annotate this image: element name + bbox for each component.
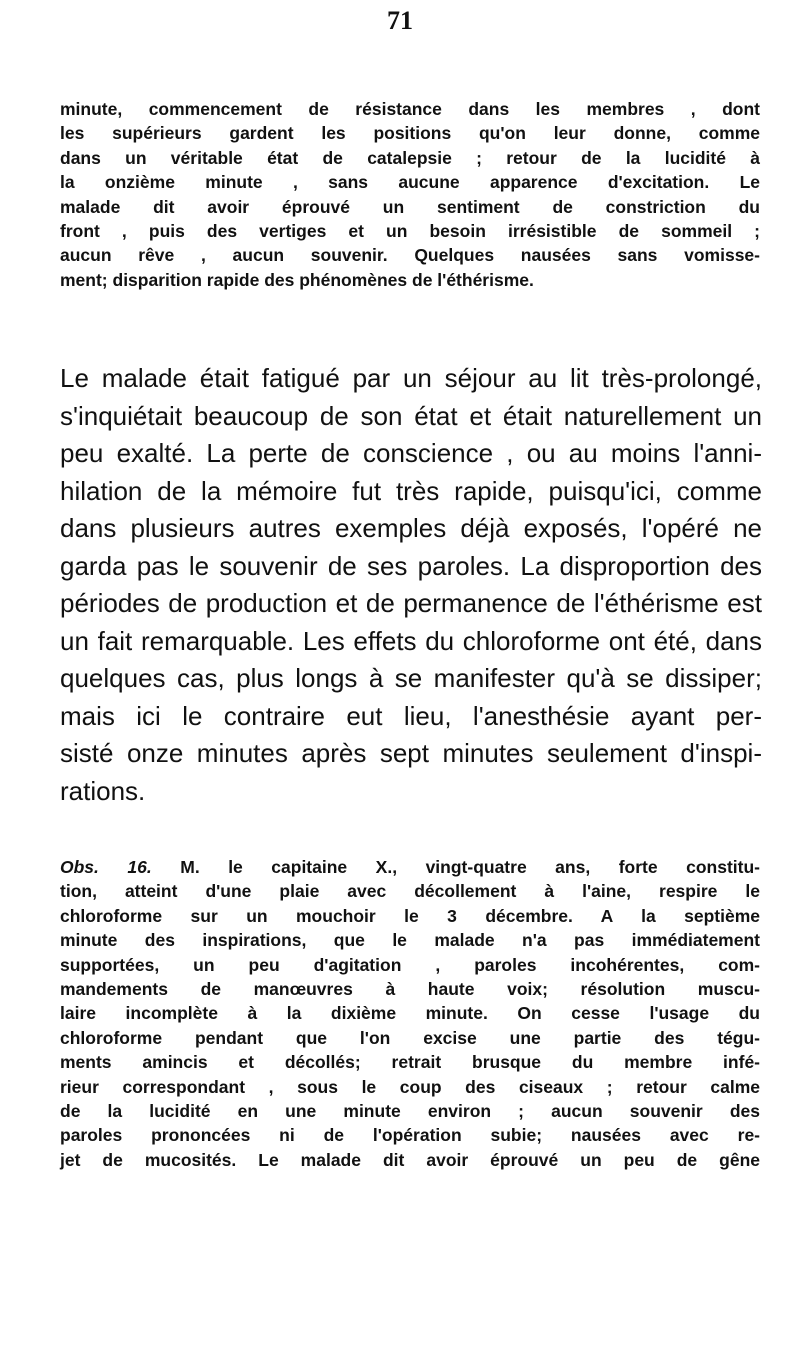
paragraph-commentary bbox=[60, 360, 762, 810]
text-line: les supérieurs gardent les positions qu'on leur donne, comme bbox=[60, 123, 760, 144]
text-line: minute des inspirations, que le malade n'a pas immédiatement bbox=[60, 930, 760, 951]
text-line: Le malade était fatigué par un séjour au lit très-prolongé, bbox=[60, 363, 762, 393]
paragraph-observation bbox=[60, 855, 760, 1172]
observation-label: Obs. 16. bbox=[60, 857, 152, 877]
paragraph-continuation bbox=[60, 97, 760, 292]
text-line: chloroforme pendant que l'on excise une partie des tégu- bbox=[60, 1027, 760, 1048]
text-line: mandements de manœuvres à haute voix; résolution muscu- bbox=[60, 979, 760, 1000]
text-line: un fait remarquable. Les effets du chloroforme ont été, dans bbox=[60, 625, 762, 656]
text-line: peu exalté. La perte de conscience , ou au moins l'anni- bbox=[60, 438, 762, 468]
text-line: s'inquiétait beaucoup de son état et était naturellement un bbox=[60, 400, 762, 431]
text-line: mais ici le contraire eut lieu, l'anesthésie ayant per- bbox=[60, 700, 762, 731]
text-line: rations. bbox=[60, 775, 146, 806]
text-line bbox=[60, 855, 760, 879]
text-line: rieur correspondant , sous le coup des ciseaux ; retour calme bbox=[60, 1076, 760, 1097]
page-number: 71 bbox=[387, 6, 413, 35]
text-line: minute, commencement de résistance dans les membres , dont bbox=[60, 99, 760, 119]
text-line: dans plusieurs autres exemples déjà exposés, l'opéré ne bbox=[60, 513, 762, 543]
text-line: tion, atteint d'une plaie avec décollement à l'aine, respire le bbox=[60, 881, 760, 902]
text-line: ment; disparition rapide des phénomènes de l'éthérisme. bbox=[60, 269, 534, 290]
text-line: sisté onze minutes après sept minutes seulement d'inspi- bbox=[60, 738, 762, 768]
text-line: jet de mucosités. Le malade dit avoir éprouvé un peu de gêne bbox=[60, 1149, 760, 1170]
text-line: hilation de la mémoire fut très rapide, puisqu'ici, comme bbox=[60, 475, 762, 506]
text-line: front , puis des vertiges et un besoin irrésistible de sommeil ; bbox=[60, 221, 760, 242]
text-line: laire incomplète à la dixième minute. On cesse l'usage du bbox=[60, 1003, 760, 1024]
text-line: garda pas le souvenir de ses paroles. La disproportion des bbox=[60, 550, 762, 581]
text-line: la onzième minute , sans aucune apparence d'excitation. Le bbox=[60, 172, 760, 193]
text-line: de la lucidité en une minute environ ; aucun souvenir des bbox=[60, 1101, 760, 1122]
text-line: dans un véritable état de catalepsie ; retour de la lucidité à bbox=[60, 147, 760, 168]
observation-first-line: M. le capitaine X., vingt-quatre ans, forte constitu- bbox=[151, 857, 760, 877]
text-line: quelques cas, plus longs à se manifester qu'à se dissiper; bbox=[60, 663, 762, 693]
text-line: périodes de production et de permanence de l'éthérisme est bbox=[60, 588, 762, 618]
text-line: malade dit avoir éprouvé un sentiment de constriction du bbox=[60, 196, 760, 217]
text-line: aucun rêve , aucun souvenir. Quelques nausées sans vomisse- bbox=[60, 245, 760, 266]
text-line: paroles prononcées ni de l'opération subie; nausées avec re- bbox=[60, 1125, 760, 1146]
text-line: supportées, un peu d'agitation , paroles incohérentes, com- bbox=[60, 954, 760, 975]
text-line: ments amincis et décollés; retrait brusque du membre infé- bbox=[60, 1052, 760, 1073]
text-line: chloroforme sur un mouchoir le 3 décembre. A la septième bbox=[60, 905, 760, 926]
